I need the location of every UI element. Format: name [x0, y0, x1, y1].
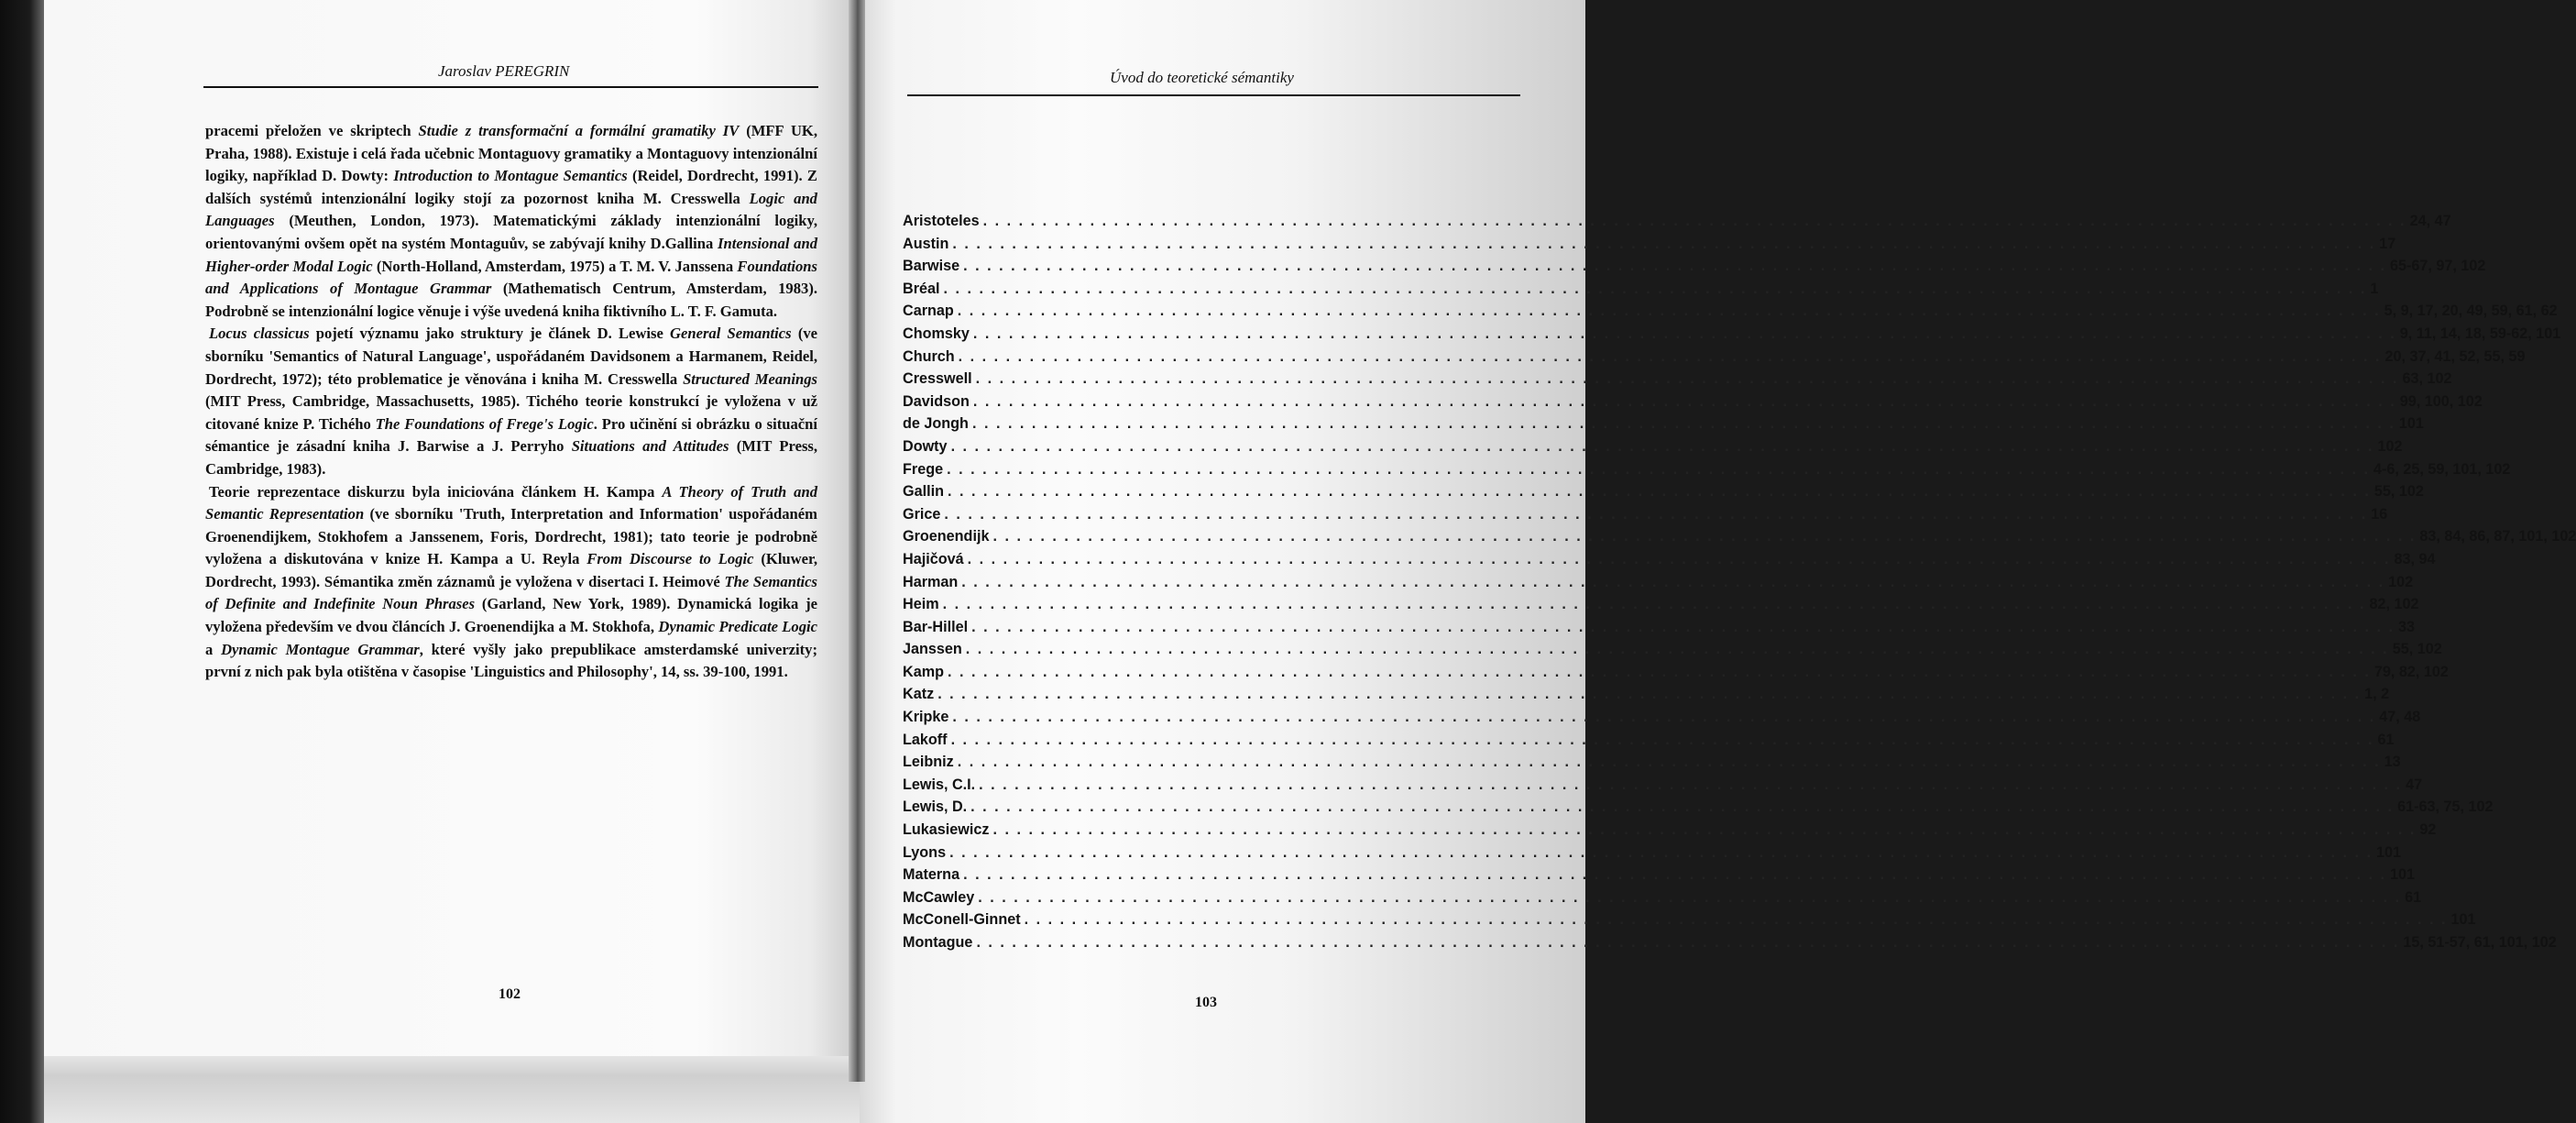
dot-leader: . . . . . . . . . . . . . . . . . . . . . . . . . . . . . . . . . . . . . . . . . . . . . . . . . . . . . . . . . . . . . . . . . . . . . . . . . . . . . . . . . . . . . . . . . . . . . . . . . . . . . . . . . . . . . . . . . . . . . . . . [950, 731, 2374, 748]
index-entry [903, 437, 2403, 461]
dot-leader: . . . . . . . . . . . . . . . . . . . . . . . . . . . . . . . . . . . . . . . . . . . . . . . . . . . . . . . . . . . . . . . . . . . . . . . . . . . . . . . . . . . . . . . . . . . . . . . . . . . . . . . . . . . . . . . . . . . . . . . . [950, 437, 2374, 455]
dot-leader: . . . . . . . . . . . . . . . . . . . . . . . . . . . . . . . . . . . . . . . . . . . . . . . . . . . . . . . . . . . . . . . . . . . . . . . . . . . . . . . . . . . . . . . . . . . . . . . . . . . . . . . . . . . . . . . . . . . . . . . . [976, 934, 2400, 951]
index-entry-pages: 4-6, 25, 59, 101, 102 [2373, 460, 2511, 478]
index-entry-name: McCawley [903, 888, 975, 906]
index-entry [903, 798, 2494, 821]
dot-leader: . . . . . . . . . . . . . . . . . . . . . . . . . . . . . . . . . . . . . . . . . . . . . . . . . . . . . . . . . . . . . . . . . . . . . . . . . . . . . . . . . . . . . . . . . . . . . . . . . . . . . . . . . . . . . . . . . . . . . . . . [992, 821, 2417, 839]
index-entry [903, 618, 2415, 642]
index-entry-name: Davidson [903, 392, 970, 410]
index-entry [903, 641, 2442, 664]
index-entry [903, 888, 2422, 912]
index-entry-pages: 92 [2419, 821, 2437, 839]
index-entry-pages: 15, 51-57, 61, 101, 102 [2403, 934, 2557, 951]
dot-leader: . . . . . . . . . . . . . . . . . . . . . . . . . . . . . . . . . . . . . . . . . . . . . . . . . . . . . . . . . . . . . . . . . . . . . . . . . . . . . . . . . . . . . . . . . . . . . . . . . . . . . . . . . . . . . . . . . . . . . . . . [978, 888, 2402, 906]
dot-leader: . . . . . . . . . . . . . . . . . . . . . . . . . . . . . . . . . . . . . . . . . . . . . . . . . . . . . . . . . . . . . . . . . . . . . . . . . . . . . . . . . . . . . . . . . . . . . . . . . . . . . . . . . . . . . . . . . . . . . . . . [937, 686, 2362, 703]
dot-leader: . . . . . . . . . . . . . . . . . . . . . . . . . . . . . . . . . . . . . . . . . . . . . . . . . . . . . . . . . . . . . . . . . . . . . . . . . . . . . . . . . . . . . . . . . . . . . . . . . . . . . . . . . . . . . . . . . . . . . . . . [958, 347, 2382, 365]
index-entry-pages: 33 [2397, 618, 2415, 635]
index-entry-name: Heim [903, 596, 939, 613]
index-entry-pages: 101 [2375, 843, 2401, 861]
index-entry-pages: 63, 102 [2402, 370, 2452, 388]
left-running-head: Jaroslav PEREGRIN [438, 62, 570, 80]
index-entry [903, 370, 2452, 393]
dot-leader: . . . . . . . . . . . . . . . . . . . . . . . . . . . . . . . . . . . . . . . . . . . . . . . . . . . . . . . . . . . . . . . . . . . . . . . . . . . . . . . . . . . . . . . . . . . . . . . . . . . . . . . . . . . . . . . . . . . . . . . . [972, 392, 2396, 410]
left-body-text [205, 120, 817, 684]
index-entry-pages: 101 [2398, 415, 2424, 433]
index-entry-pages: 13 [2384, 754, 2401, 771]
index-entry [903, 460, 2511, 484]
dot-leader: . . . . . . . . . . . . . . . . . . . . . . . . . . . . . . . . . . . . . . . . . . . . . . . . . . . . . . . . . . . . . . . . . . . . . . . . . . . . . . . . . . . . . . . . . . . . . . . . . . . . . . . . . . . . . . . . . . . . . . . . [947, 460, 2370, 478]
index-entry [903, 303, 2558, 325]
index-entry-name: Gallin [903, 483, 944, 501]
right-running-head: Úvod do teoretické sémantiky [1110, 69, 1294, 86]
book-gutter [849, 0, 865, 1082]
index-entry [903, 821, 2437, 844]
dot-leader: . . . . . . . . . . . . . . . . . . . . . . . . . . . . . . . . . . . . . . . . . . . . . . . . . . . . . . . . . . . . . . . . . . . . . . . . . . . . . . . . . . . . . . . . . . . . . . . . . . . . . . . . . . . . . . . . . . . . . . . . [979, 776, 2403, 793]
index-entry-pages: 83, 84, 86, 87, 101, 102 [2419, 528, 2576, 545]
index-entry-pages: 79, 82, 102 [2373, 663, 2449, 680]
index-entry-name: Lyons [903, 843, 947, 861]
index-entry [903, 754, 2401, 776]
index-entry-name: McConell-Ginnet [903, 911, 1021, 929]
index-entry-name: Chomsky [903, 325, 970, 342]
index-entry [903, 550, 2436, 574]
right-header-rule [907, 94, 1520, 96]
index-entry-pages: 55, 102 [2373, 483, 2424, 501]
index-entry-pages: 16 [2371, 505, 2388, 523]
left-page-number: 102 [499, 986, 521, 1002]
scanner-edge [0, 0, 49, 1123]
dot-leader: . . . . . . . . . . . . . . . . . . . . . . . . . . . . . . . . . . . . . . . . . . . . . . . . . . . . . . . . . . . . . . . . . . . . . . . . . . . . . . . . . . . . . . . . . . . . . . . . . . . . . . . . . . . . . . . . . . . . . . . . [992, 528, 2417, 545]
index-entry-name: Janssen [903, 641, 962, 658]
dot-leader: . . . . . . . . . . . . . . . . . . . . . . . . . . . . . . . . . . . . . . . . . . . . . . . . . . . . . . . . . . . . . . . . . . . . . . . . . . . . . . . . . . . . . . . . . . . . . . . . . . . . . . . . . . . . . . . . . . . . . . . . [961, 573, 2385, 590]
index-entry [903, 347, 2526, 371]
index-entry-name: Kamp [903, 663, 944, 680]
dot-leader: . . . . . . . . . . . . . . . . . . . . . . . . . . . . . . . . . . . . . . . . . . . . . . . . . . . . . . . . . . . . . . . . . . . . . . . . . . . . . . . . . . . . . . . . . . . . . . . . . . . . . . . . . . . . . . . . . . . . . . . . [967, 550, 2391, 567]
index-entry [903, 776, 2423, 799]
dot-leader: . . . . . . . . . . . . . . . . . . . . . . . . . . . . . . . . . . . . . . . . . . . . . . . . . . . . . . . . . . . . . . . . . . . . . . . . . . . . . . . . . . . . . . . . . . . . . . . . . . . . . . . . . . . . . . . . . . . . . . . . [957, 303, 2381, 320]
index-entry [903, 505, 2388, 529]
index-entry [903, 731, 2395, 754]
index-entry-pages: 61 [2405, 888, 2422, 906]
index-entry-pages: 47 [2406, 776, 2423, 793]
index-entry [903, 596, 2419, 619]
index-entry-pages: 1 [2370, 280, 2379, 297]
index-entry [903, 235, 2396, 259]
index-entry-name: Carnap [903, 303, 954, 320]
index-entry-name: Groenendijk [903, 528, 990, 545]
index-entry-name: Leibniz [903, 754, 954, 771]
index-entry [903, 392, 2483, 416]
index-entry-pages: 102 [2388, 573, 2414, 590]
index-entry-pages: 5, 9, 17, 20, 49, 59, 61, 62 [2384, 303, 2558, 320]
dot-leader: . . . . . . . . . . . . . . . . . . . . . . . . . . . . . . . . . . . . . . . . . . . . . . . . . . . . . . . . . . . . . . . . . . . . . . . . . . . . . . . . . . . . . . . . . . . . . . . . . . . . . . . . . . . . . . . . . . . . . . . . [971, 415, 2395, 433]
dot-leader: . . . . . . . . . . . . . . . . . . . . . . . . . . . . . . . . . . . . . . . . . . . . . . . . . . . . . . . . . . . . . . . . . . . . . . . . . . . . . . . . . . . . . . . . . . . . . . . . . . . . . . . . . . . . . . . . . . . . . . . . [1024, 911, 2448, 929]
index-entry-pages: 101 [2389, 866, 2415, 884]
name-index [903, 213, 2576, 957]
index-entry [903, 258, 2486, 281]
index-entry [903, 483, 2424, 506]
index-entry-pages: 61 [2377, 731, 2395, 748]
right-page-number: 103 [1195, 995, 1217, 1010]
dot-leader: . . . . . . . . . . . . . . . . . . . . . . . . . . . . . . . . . . . . . . . . . . . . . . . . . . . . . . . . . . . . . . . . . . . . . . . . . . . . . . . . . . . . . . . . . . . . . . . . . . . . . . . . . . . . . . . . . . . . . . . . [944, 505, 2368, 523]
index-entry-pages: 47, 48 [2379, 709, 2421, 726]
dot-leader: . . . . . . . . . . . . . . . . . . . . . . . . . . . . . . . . . . . . . . . . . . . . . . . . . . . . . . . . . . . . . . . . . . . . . . . . . . . . . . . . . . . . . . . . . . . . . . . . . . . . . . . . . . . . . . . . . . . . . . . . [949, 843, 2373, 861]
index-entry-name: Materna [903, 866, 960, 884]
index-entry-name: Dowty [903, 437, 948, 455]
index-entry [903, 709, 2421, 732]
dot-leader: . . . . . . . . . . . . . . . . . . . . . . . . . . . . . . . . . . . . . . . . . . . . . . . . . . . . . . . . . . . . . . . . . . . . . . . . . . . . . . . . . . . . . . . . . . . . . . . . . . . . . . . . . . . . . . . . . . . . . . . . [942, 596, 2366, 613]
index-entry [903, 934, 2557, 957]
left-header-rule [203, 86, 818, 88]
index-entry [903, 843, 2401, 867]
paragraph-3: Teorie reprezentace diskurzu byla iniciována článkem H. Kampa A Theory of Truth and Semantic Representation (ve sborníku 'Truth, Interpretation and Information' uspořádaném Groenendijkem, Stokhofem a Janssenem, Foris, Dordrecht, 1981); tato teorie je podrobně vyložena a diskutována v knize H. Kampa a U. Reyla From Discourse to Logic (Kluwer, Dordrecht, 1993). Sémantika změn záznamů je vyložena v disertaci I. Heimové The Semantics of Definite and Indefinite Noun Phrases (Garland, New York, 1989). Dynamická logika je vyložena především ve dvou článcích J. Groenendijka a M. Stokhofa, Dynamic Predicate Logic a Dynamic Montague Grammar, které vyšly jako prepublikace amsterdamské univerzity; první z nich pak byla otištěna v časopise 'Linguistics and Philosophy', 14, ss. 39-100, 1991. [205, 482, 818, 681]
index-entry [903, 280, 2379, 303]
dot-leader: . . . . . . . . . . . . . . . . . . . . . . . . . . . . . . . . . . . . . . . . . . . . . . . . . . . . . . . . . . . . . . . . . . . . . . . . . . . . . . . . . . . . . . . . . . . . . . . . . . . . . . . . . . . . . . . . . . . . . . . . [947, 663, 2371, 680]
index-entry-pages: 55, 102 [2392, 641, 2442, 658]
index-entry-name: Church [903, 347, 955, 365]
index-entry-name: Harman [903, 573, 959, 590]
dot-leader: . . . . . . . . . . . . . . . . . . . . . . . . . . . . . . . . . . . . . . . . . . . . . . . . . . . . . . . . . . . . . . . . . . . . . . . . . . . . . . . . . . . . . . . . . . . . . . . . . . . . . . . . . . . . . . . . . . . . . . . . [952, 709, 2376, 726]
index-entry-pages: 65-67, 97, 102 [2389, 258, 2486, 275]
dot-leader: . . . . . . . . . . . . . . . . . . . . . . . . . . . . . . . . . . . . . . . . . . . . . . . . . . . . . . . . . . . . . . . . . . . . . . . . . . . . . . . . . . . . . . . . . . . . . . . . . . . . . . . . . . . . . . . . . . . . . . . . [947, 483, 2371, 501]
index-entry-name: Lukasiewicz [903, 821, 990, 839]
index-entry-name: Lewis, D. [903, 798, 968, 816]
index-entry [903, 415, 2424, 438]
index-entry-name: Montague [903, 934, 973, 951]
index-entry-name: Hajičová [903, 550, 964, 567]
index-entry-name: Kripke [903, 709, 949, 726]
index-entry-pages: 61-63, 75, 102 [2397, 798, 2494, 816]
index-entry-pages: 1, 2 [2364, 686, 2390, 703]
index-entry-pages: 83, 94 [2394, 550, 2436, 567]
index-entry-name: Austin [903, 235, 949, 252]
index-entry [903, 663, 2449, 687]
index-entry [903, 528, 2576, 551]
index-entry-name: Grice [903, 505, 941, 523]
index-entry-pages: 17 [2379, 235, 2396, 252]
dot-leader: . . . . . . . . . . . . . . . . . . . . . . . . . . . . . . . . . . . . . . . . . . . . . . . . . . . . . . . . . . . . . . . . . . . . . . . . . . . . . . . . . . . . . . . . . . . . . . . . . . . . . . . . . . . . . . . . . . . . . . . . [970, 798, 2395, 816]
index-entry-name: Barwise [903, 258, 960, 275]
index-entry-name: Lakoff [903, 731, 948, 748]
index-entry-name: de Jongh [903, 415, 969, 433]
index-entry-pages: 82, 102 [2369, 596, 2419, 613]
index-entry-pages: 101 [2450, 911, 2476, 929]
left-page-bottom-edge [44, 1056, 860, 1123]
dot-leader: . . . . . . . . . . . . . . . . . . . . . . . . . . . . . . . . . . . . . . . . . . . . . . . . . . . . . . . . . . . . . . . . . . . . . . . . . . . . . . . . . . . . . . . . . . . . . . . . . . . . . . . . . . . . . . . . . . . . . . . . [975, 370, 2399, 388]
index-entry-pages: 24, 47 [2409, 213, 2451, 229]
dot-leader: . . . . . . . . . . . . . . . . . . . . . . . . . . . . . . . . . . . . . . . . . . . . . . . . . . . . . . . . . . . . . . . . . . . . . . . . . . . . . . . . . . . . . . . . . . . . . . . . . . . . . . . . . . . . . . . . . . . . . . . . [982, 213, 2406, 229]
index-entry-pages: 9, 11, 14, 18, 59-62, 101 [2399, 325, 2561, 342]
index-entry-name: Lewis, C.I. [903, 776, 976, 793]
index-entry-name: Frege [903, 460, 944, 478]
index-entry [903, 573, 2414, 597]
index-entry-name: Aristoteles [903, 213, 980, 229]
dot-leader: . . . . . . . . . . . . . . . . . . . . . . . . . . . . . . . . . . . . . . . . . . . . . . . . . . . . . . . . . . . . . . . . . . . . . . . . . . . . . . . . . . . . . . . . . . . . . . . . . . . . . . . . . . . . . . . . . . . . . . . . [965, 641, 2389, 658]
index-entry-name: Bréal [903, 280, 940, 297]
dot-leader: . . . . . . . . . . . . . . . . . . . . . . . . . . . . . . . . . . . . . . . . . . . . . . . . . . . . . . . . . . . . . . . . . . . . . . . . . . . . . . . . . . . . . . . . . . . . . . . . . . . . . . . . . . . . . . . . . . . . . . . . [971, 618, 2395, 635]
index-entry-name: Cresswell [903, 370, 972, 388]
paragraph-2: Locus classicus pojetí významu jako struktury je článek D. Lewise General Semantics (ve sborníku 'Semantics of Natural Language', uspořádaném Davidsonem a Harmanem, Reidel, Dordrecht, 1972); této problematice je věnována i kniha M. Cresswella Structured Meanings (MIT Press, Cambridge, Massachusetts, 1985). Tichého teorie konstrukcí je vyložena v už citované knize P. Tichého The Foundations of Frege's Logic. Pro učinění si obrázku o situační sémantice je zásadní kniha J. Barwise a J. Perryho Situations and Attitudes (MIT Press, Cambridge, 1983). [205, 325, 818, 478]
index-entry [903, 911, 2476, 934]
index-entry-name: Bar-Hillel [903, 618, 969, 635]
index-entry [903, 866, 2415, 889]
index-entry [903, 325, 2561, 348]
paragraph-1: pracemi přeložen ve skriptech Studie z transformační a formální gramatiky IV (MFF UK, Praha, 1988). Existuje i celá řada učebnic Montaguovy gramatiky a Montaguovy intenzionální logiky, například D. Dowty: Introduction to Montague Semantics (Reidel, Dordrecht, 1991). Z dalších systémů intenzionální logiky stojí za pozornost kniha M. Cresswella Logic and Languages (Meuthen, London, 1973). Matematickými základy intenzionální logiky, orientovanými ovšem opět na systém Montaguův, se zabývají knihy D.Gallina Intensional and Higher-order Modal Logic (North-Holland, Amsterdam, 1975) a T. M. V. Janssena Foundations and Applications of Montague Grammar (Mathematisch Centrum, Amsterdam, 1983). Podrobně se intenzionální logice věnuje i výše uvedená kniha fiktivního L. T. F. Gamuta. [205, 122, 817, 320]
dot-leader: . . . . . . . . . . . . . . . . . . . . . . . . . . . . . . . . . . . . . . . . . . . . . . . . . . . . . . . . . . . . . . . . . . . . . . . . . . . . . . . . . . . . . . . . . . . . . . . . . . . . . . . . . . . . . . . . . . . . . . . . [952, 235, 2376, 252]
index-entry [903, 686, 2390, 709]
index-entry-pages: 102 [2377, 437, 2403, 455]
index-entry-pages: 20, 37, 41, 52, 55, 59 [2384, 347, 2526, 365]
dot-leader: . . . . . . . . . . . . . . . . . . . . . . . . . . . . . . . . . . . . . . . . . . . . . . . . . . . . . . . . . . . . . . . . . . . . . . . . . . . . . . . . . . . . . . . . . . . . . . . . . . . . . . . . . . . . . . . . . . . . . . . . [957, 754, 2381, 771]
index-entry [903, 213, 2451, 236]
index-entry-name: Katz [903, 686, 935, 703]
index-entry-pages: 99, 100, 102 [2399, 392, 2483, 410]
dot-leader: . . . . . . . . . . . . . . . . . . . . . . . . . . . . . . . . . . . . . . . . . . . . . . . . . . . . . . . . . . . . . . . . . . . . . . . . . . . . . . . . . . . . . . . . . . . . . . . . . . . . . . . . . . . . . . . . . . . . . . . . [963, 258, 2386, 275]
dot-leader: . . . . . . . . . . . . . . . . . . . . . . . . . . . . . . . . . . . . . . . . . . . . . . . . . . . . . . . . . . . . . . . . . . . . . . . . . . . . . . . . . . . . . . . . . . . . . . . . . . . . . . . . . . . . . . . . . . . . . . . . [972, 325, 2396, 342]
dot-leader: . . . . . . . . . . . . . . . . . . . . . . . . . . . . . . . . . . . . . . . . . . . . . . . . . . . . . . . . . . . . . . . . . . . . . . . . . . . . . . . . . . . . . . . . . . . . . . . . . . . . . . . . . . . . . . . . . . . . . . . . [943, 280, 2367, 297]
dot-leader: . . . . . . . . . . . . . . . . . . . . . . . . . . . . . . . . . . . . . . . . . . . . . . . . . . . . . . . . . . . . . . . . . . . . . . . . . . . . . . . . . . . . . . . . . . . . . . . . . . . . . . . . . . . . . . . . . . . . . . . . [963, 866, 2386, 884]
